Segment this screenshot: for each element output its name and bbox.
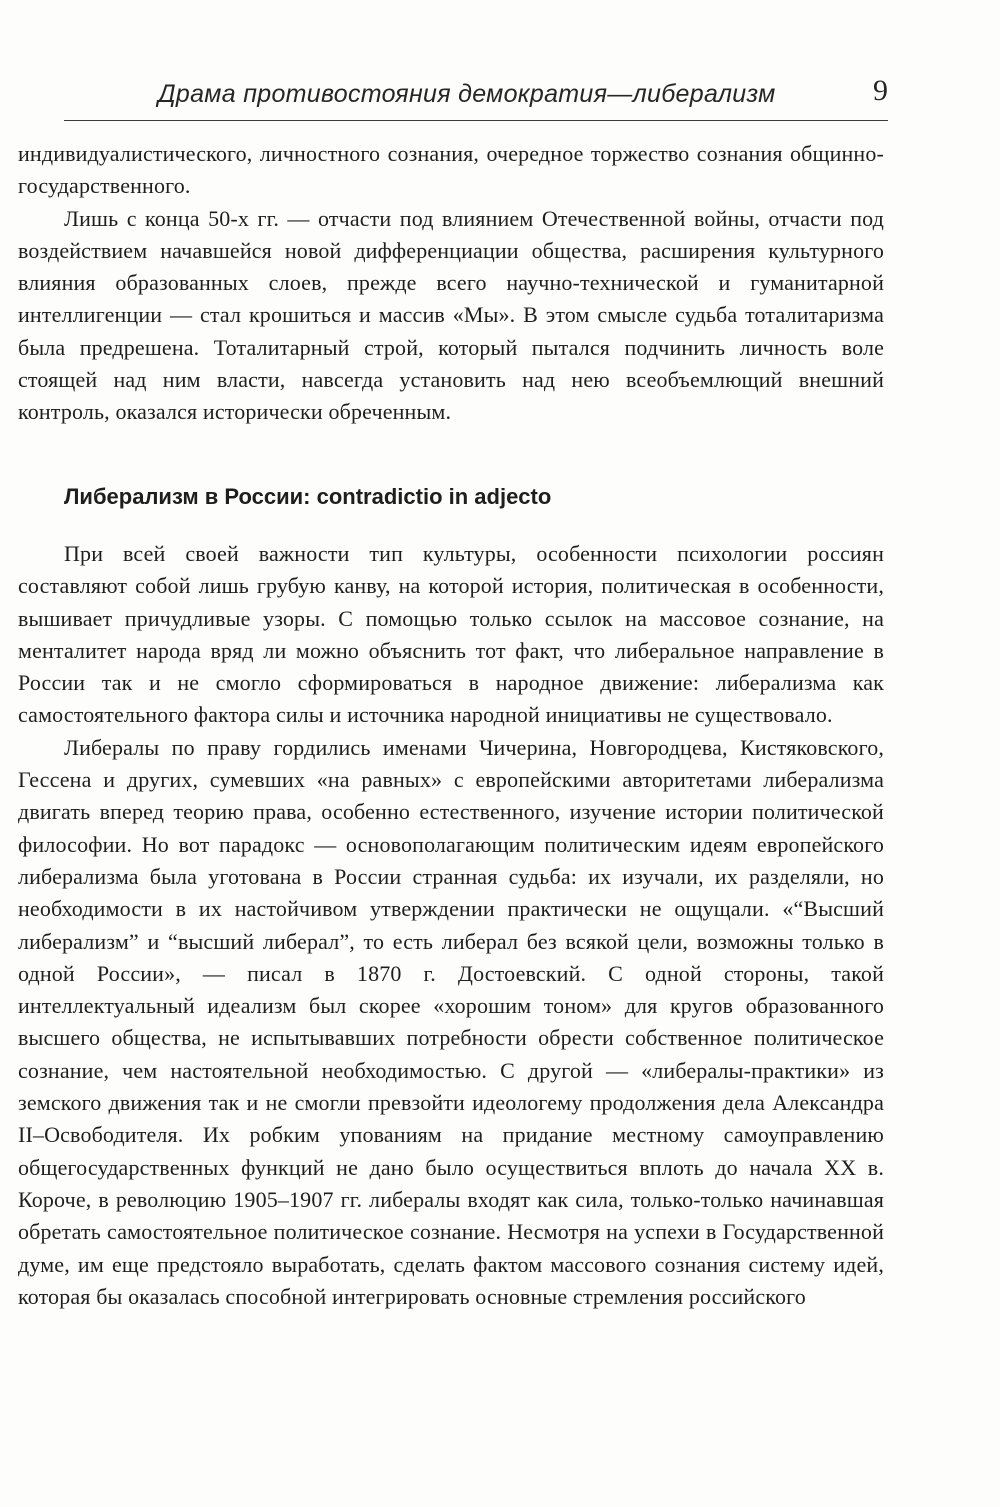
header-rule <box>64 120 888 121</box>
paragraph: индивидуалистического, личностного сознания, очередное торжество сознания общинно-государственного. <box>18 141 884 199</box>
body-text-after-section <box>18 538 884 1313</box>
running-title: Драма противостояния демократия—либерализм <box>158 80 776 108</box>
paragraph: Лишь с конца 50-х гг. — отчасти под влиянием Отечественной войны, отчасти под воздействием начавшейся новой дифференциации общества, расширения культурного влияния образованных слоев, прежде всего научно-технической и гуманитарной интеллигенции — стал крошиться и массив «Мы». В этом смысле судьба тоталитаризма была предрешена. Тоталитарный строй, который пытался подчинить личность воле стоящей над ним власти, навсегда установить над нею всеобъемлющий внешний контроль, оказался исторически обреченным. <box>18 205 884 425</box>
page-number: 9 <box>873 74 888 107</box>
paragraph: При всей своей важности тип культуры, особенности психологии россиян составляют собой лишь грубую канву, на которой история, политическая в особенности, вышивает причудливые узоры. С помощью только ссылок на массовое сознание, на менталитет народа вряд ли можно объяснить тот факт, что либеральное направление в России так и не смогло сформироваться в народное движение: либерализма как самостоятельного фактора силы и источника народной инициативы не существовало. <box>18 541 884 728</box>
running-header <box>158 74 888 114</box>
paragraph: Либералы по праву гордились именами Чичерина, Новгородцева, Кистяковского, Гессена и других, сумевших «на равных» с европейскими авторитетами либерализма двигать вперед теорию права, особенно естественного, изучение истории политической философии. Но вот парадокс — основополагающим политическим идеям европейского либерализма была уготована в России странная судьба: их изучали, их разделяли, но необходимости в их настойчивом утверждении практически не ощущали. «“Высший либерализм” и “высший либерал”, то есть либерал без всякой цели, возможны только в одной России», — писал в 1870 г. Достоевский. С одной стороны, такой интеллектуальный идеализм был скорее «хорошим тоном» для кругов образованного высшего общества, не испытывавших потребности обрести собственное политическое сознание, чем настоятельной необходимостью. С другой — «либералы-практики» из земского движения так и не смогли превзойти идеологему продолжения дела Александра II–Освободителя. Их робким упованиям на придание местному самоуправлению общегосударственных функций не дано было осуществиться вплоть до начала XX в. Короче, в революцию 1905–1907 гг. либералы входят как сила, только-только начинавшая обретать самостоятельное политическое сознание. Несмотря на успехи в Государственной думе, им еще предстояло выработать, сделать фактом массового сознания систему идей, которая бы оказалась способной интегрировать основные стремления российского <box>18 734 884 1309</box>
section-heading: Либерализм в России: contradictio in adjecto <box>64 484 552 509</box>
body-text-before-section <box>18 138 884 429</box>
